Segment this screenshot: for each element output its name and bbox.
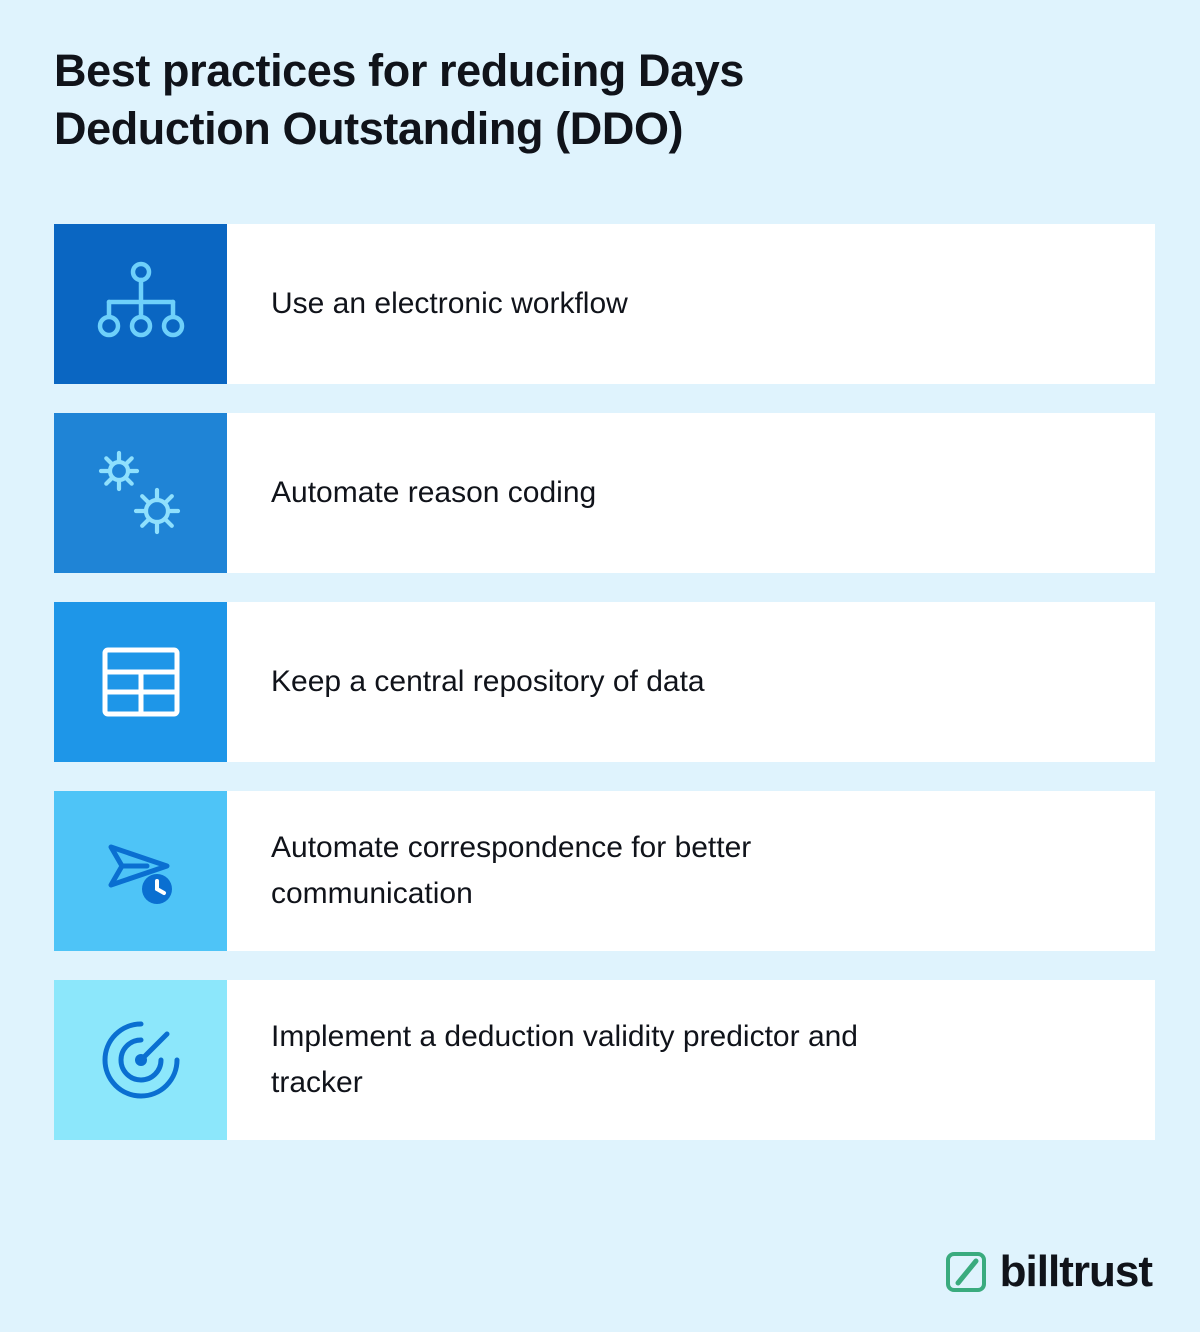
list-item-label: Use an electronic workflow <box>271 287 628 321</box>
label-cell-2 <box>227 413 1155 573</box>
best-practices-list <box>54 224 1155 1169</box>
icon-tile-4 <box>54 791 227 951</box>
billtrust-logo <box>946 1247 1152 1296</box>
radar-target-icon <box>89 1008 193 1112</box>
list-item <box>54 980 1155 1140</box>
send-clock-icon <box>89 819 193 923</box>
list-item <box>54 791 1155 951</box>
org-chart-workflow-icon <box>91 254 191 354</box>
icon-tile-1 <box>54 224 227 384</box>
logo-wordmark: billtrust <box>999 1247 1152 1296</box>
list-item <box>54 413 1155 573</box>
list-item-label: Keep a central repository of data <box>271 665 705 699</box>
two-gears-icon <box>89 441 193 545</box>
billtrust-logo-mark <box>946 1252 986 1292</box>
label-cell-1 <box>227 224 1155 384</box>
label-cell-5 <box>227 980 1155 1140</box>
list-item-label: Automate reason coding <box>271 476 597 510</box>
list-item <box>54 224 1155 384</box>
label-cell-4 <box>227 791 1155 951</box>
list-item-label: Automate correspondence for better communication <box>271 831 752 910</box>
icon-tile-3 <box>54 602 227 762</box>
label-cell-3 <box>227 602 1155 762</box>
page-title: Best practices for reducing Days Deduction Outstanding (DDO) <box>54 45 744 154</box>
icon-tile-5 <box>54 980 227 1140</box>
list-item-label: Implement a deduction validity predictor and tracker <box>271 1020 858 1099</box>
table-grid-icon <box>93 634 189 730</box>
list-item <box>54 602 1155 762</box>
icon-tile-2 <box>54 413 227 573</box>
